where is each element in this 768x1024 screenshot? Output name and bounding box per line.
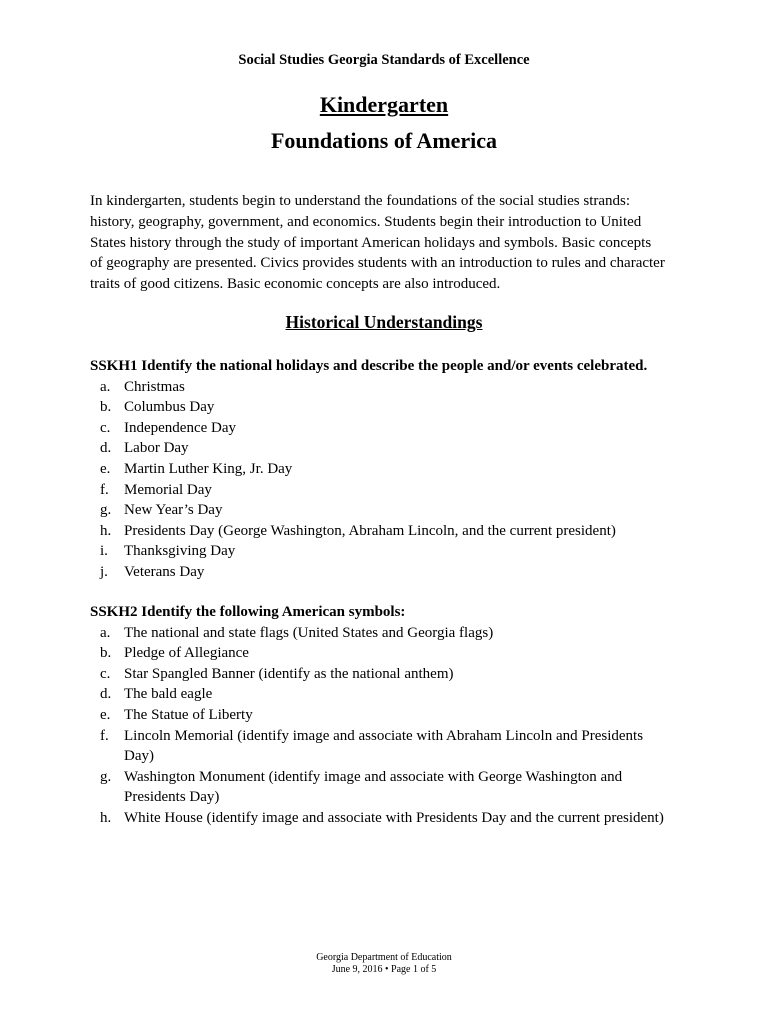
- standard-sskh2: [90, 602, 690, 829]
- list-item: [90, 623, 690, 644]
- list-letter: f.: [100, 727, 109, 744]
- list-item-text: Lincoln Memorial (identify image and associate with Abraham Lincoln and Presidents Day): [124, 727, 644, 765]
- list-item: [90, 643, 690, 664]
- list-item-text: The Statue of Liberty: [124, 706, 253, 723]
- list-item: [90, 377, 690, 398]
- list-item-text: Thanksgiving Day: [124, 543, 236, 560]
- list-item-text: The national and state flags (United States and Georgia flags): [124, 624, 494, 641]
- list-item-text: White House (identify image and associate with Presidents Day and the current president): [124, 809, 664, 826]
- list-letter: d.: [100, 686, 112, 703]
- list-item-text: Columbus Day: [124, 399, 215, 416]
- course-title: Foundations of America: [270, 128, 498, 153]
- list-item-text: Martin Luther King, Jr. Day: [124, 460, 293, 477]
- list-letter: a.: [100, 378, 111, 395]
- list-item: [90, 726, 690, 767]
- list-item-text: Veterans Day: [124, 563, 205, 580]
- list-item: [90, 397, 690, 418]
- intro-paragraph: In kindergarten, students begin to understand the foundations of the social studies strands: history, geography, government, and economics. Students begin their introduction to United States history through the study of important American holidays and symbols. Basic concepts of geography are presented. Civics provides students with an introduction to rules and character traits of good citizens. Basic economic concepts are also introduced.: [90, 193, 665, 293]
- list-letter: h.: [100, 522, 112, 539]
- list-letter: b.: [100, 645, 112, 662]
- list-item: [90, 705, 690, 726]
- footer-date-page: June 9, 2016 • Page 1 of 5: [331, 964, 437, 975]
- list-item-text: New Year’s Day: [124, 502, 223, 519]
- document-header: Social Studies Georgia Standards of Excellence: [238, 52, 530, 68]
- list-item-text: Washington Monument (identify image and associate with George Washington and Presidents Day): [124, 768, 623, 806]
- page-footer: [0, 952, 768, 976]
- standard-title: SSKH2 Identify the following American symbols:: [90, 604, 406, 620]
- list-item-text: Star Spangled Banner (identify as the national anthem): [124, 665, 454, 682]
- list-letter: a.: [100, 624, 111, 641]
- list-letter: g.: [100, 768, 112, 785]
- list-letter: c.: [100, 665, 111, 682]
- list-item-text: Memorial Day: [124, 481, 212, 498]
- list-item-text: The bald eagle: [124, 686, 213, 703]
- list-letter: g.: [100, 502, 112, 519]
- list-item: [90, 418, 690, 439]
- list-item: [90, 541, 690, 562]
- list-item: [90, 562, 690, 583]
- list-item-text: Pledge of Allegiance: [124, 645, 249, 662]
- list-item-text: Labor Day: [124, 440, 189, 457]
- list-item: [90, 438, 690, 459]
- list-letter: c.: [100, 419, 111, 436]
- list-letter: e.: [100, 706, 111, 723]
- grade-title: Kindergarten: [319, 92, 449, 117]
- list-item: [90, 480, 690, 501]
- footer-organization: Georgia Department of Education: [316, 952, 452, 963]
- list-item-text: Independence Day: [124, 419, 237, 436]
- list-item: [90, 500, 690, 521]
- standard-title: SSKH1 Identify the national holidays and describe the people and/or events celebrated.: [90, 358, 648, 374]
- list-item: [90, 767, 690, 808]
- list-letter: f.: [100, 481, 109, 498]
- list-letter: e.: [100, 460, 111, 477]
- list-item: [90, 664, 690, 685]
- list-item: [90, 684, 690, 705]
- list-item-text: Christmas: [124, 378, 185, 395]
- list-letter: j.: [100, 563, 108, 580]
- list-letter: d.: [100, 440, 112, 457]
- symbol-list: [90, 623, 690, 829]
- list-item-text: Presidents Day (George Washington, Abraham Lincoln, and the current president): [124, 522, 616, 539]
- list-letter: i.: [100, 543, 108, 560]
- holiday-list: [90, 377, 690, 583]
- list-item: [90, 459, 690, 480]
- list-item: [90, 808, 690, 829]
- list-letter: b.: [100, 399, 112, 416]
- list-letter: h.: [100, 809, 112, 826]
- section-heading: Historical Understandings: [285, 312, 483, 332]
- standard-sskh1: [90, 356, 690, 583]
- list-item: [90, 521, 690, 542]
